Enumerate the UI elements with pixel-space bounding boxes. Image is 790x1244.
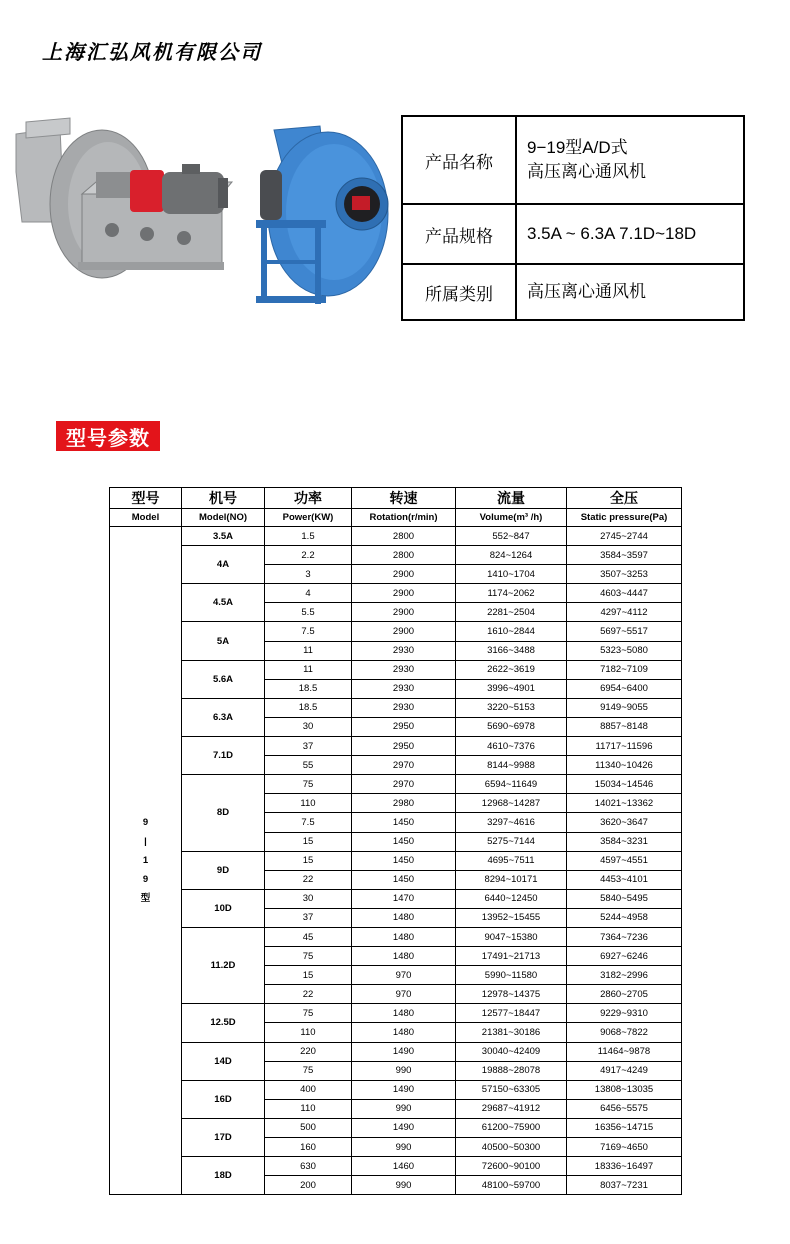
table-cell: 1480 xyxy=(352,927,456,946)
table-cell: 2950 xyxy=(352,717,456,736)
table-cell: 2900 xyxy=(352,584,456,603)
table-cell: 400 xyxy=(265,1080,352,1099)
table-cell: 75 xyxy=(265,1004,352,1023)
table-row xyxy=(110,775,682,794)
table-cell: 7.5 xyxy=(265,813,352,832)
info-value-line: 高压离心通风机 xyxy=(527,162,646,181)
model-no-cell: 3.5A xyxy=(182,527,265,546)
table-cell: 2930 xyxy=(352,641,456,660)
table-cell: 5275~7144 xyxy=(456,832,567,851)
model-no-cell: 10D xyxy=(182,889,265,927)
table-cell: 9229~9310 xyxy=(567,1004,682,1023)
table-cell: 824~1264 xyxy=(456,546,567,565)
table-cell: 45 xyxy=(265,927,352,946)
table-cell: 9149~9055 xyxy=(567,698,682,717)
table-cell: 15 xyxy=(265,966,352,985)
table-cell: 7364~7236 xyxy=(567,927,682,946)
table-cell: 110 xyxy=(265,1023,352,1042)
model-no-cell: 16D xyxy=(182,1080,265,1118)
table-cell: 12577~18447 xyxy=(456,1004,567,1023)
table-cell: 6954~6400 xyxy=(567,679,682,698)
table-cell: 1490 xyxy=(352,1118,456,1137)
table-row xyxy=(110,527,682,546)
table-cell: 5.5 xyxy=(265,603,352,622)
table-cell: 990 xyxy=(352,1099,456,1118)
table-cell: 11 xyxy=(265,660,352,679)
table-cell: 7.5 xyxy=(265,622,352,641)
table-cell: 200 xyxy=(265,1176,352,1195)
table-cell: 13808~13035 xyxy=(567,1080,682,1099)
table-cell: 6927~6246 xyxy=(567,947,682,966)
table-cell: 2930 xyxy=(352,660,456,679)
table-cell: 18.5 xyxy=(265,698,352,717)
table-cell: 5244~4958 xyxy=(567,908,682,927)
table-cell: 18336~16497 xyxy=(567,1157,682,1176)
blue-fan-image xyxy=(256,126,388,304)
table-cell: 630 xyxy=(265,1157,352,1176)
spec-table xyxy=(109,487,682,1195)
info-row-category xyxy=(403,265,743,319)
table-cell: 4 xyxy=(265,584,352,603)
product-info-box xyxy=(401,115,745,321)
table-cell: 1490 xyxy=(352,1042,456,1061)
table-cell: 19888~28078 xyxy=(456,1061,567,1080)
table-cell: 8037~7231 xyxy=(567,1176,682,1195)
table-cell: 6440~12450 xyxy=(456,889,567,908)
table-cell: 990 xyxy=(352,1176,456,1195)
table-cell: 5323~5080 xyxy=(567,641,682,660)
table-cell: 4597~4551 xyxy=(567,851,682,870)
table-cell: 1450 xyxy=(352,851,456,870)
table-cell: 6456~5575 xyxy=(567,1099,682,1118)
table-cell: 552~847 xyxy=(456,527,567,546)
table-cell: 1450 xyxy=(352,870,456,889)
table-cell: 8144~9988 xyxy=(456,756,567,775)
model-no-cell: 17D xyxy=(182,1118,265,1156)
table-cell: 11464~9878 xyxy=(567,1042,682,1061)
column-header-en: Rotation(r/min) xyxy=(352,509,456,527)
table-cell: 8294~10171 xyxy=(456,870,567,889)
column-header: 全压 xyxy=(567,488,682,509)
table-cell: 1174~2062 xyxy=(456,584,567,603)
table-cell: 1450 xyxy=(352,813,456,832)
model-no-cell: 12.5D xyxy=(182,1004,265,1042)
table-cell: 9047~15380 xyxy=(456,927,567,946)
model-no-cell: 11.2D xyxy=(182,927,265,1003)
info-row-spec xyxy=(403,205,743,265)
column-header: 转速 xyxy=(352,488,456,509)
table-cell: 75 xyxy=(265,947,352,966)
table-cell: 12968~14287 xyxy=(456,794,567,813)
column-header: 流量 xyxy=(456,488,567,509)
table-row xyxy=(110,889,682,908)
column-header-en: Volume(m³ /h) xyxy=(456,509,567,527)
table-cell: 5690~6978 xyxy=(456,717,567,736)
model-no-cell: 6.3A xyxy=(182,698,265,736)
company-name: 上海汇弘风机有限公司 xyxy=(42,40,262,64)
table-cell: 3996~4901 xyxy=(456,679,567,698)
table-cell: 2900 xyxy=(352,622,456,641)
table-row xyxy=(110,927,682,946)
table-row xyxy=(110,1004,682,1023)
series-cell: 9 | 1 9 型 xyxy=(110,527,182,1195)
table-cell: 3 xyxy=(265,565,352,584)
table-cell: 990 xyxy=(352,1138,456,1157)
table-cell: 2860~2705 xyxy=(567,985,682,1004)
table-row xyxy=(110,584,682,603)
table-cell: 3220~5153 xyxy=(456,698,567,717)
table-cell: 990 xyxy=(352,1061,456,1080)
table-cell: 1480 xyxy=(352,908,456,927)
table-cell: 4603~4447 xyxy=(567,584,682,603)
table-cell: 30 xyxy=(265,889,352,908)
table-cell: 4453~4101 xyxy=(567,870,682,889)
table-cell: 1610~2844 xyxy=(456,622,567,641)
info-value-line: 9−19型A/D式 xyxy=(527,138,628,157)
table-cell: 2745~2744 xyxy=(567,527,682,546)
info-value xyxy=(517,117,743,203)
table-cell: 5990~11580 xyxy=(456,966,567,985)
table-cell: 3584~3597 xyxy=(567,546,682,565)
table-cell: 3166~3488 xyxy=(456,641,567,660)
column-header: 机号 xyxy=(182,488,265,509)
table-cell: 15034~14546 xyxy=(567,775,682,794)
table-row xyxy=(110,1042,682,1061)
model-no-cell: 14D xyxy=(182,1042,265,1080)
table-cell: 30 xyxy=(265,717,352,736)
table-cell: 2281~2504 xyxy=(456,603,567,622)
table-cell: 2800 xyxy=(352,546,456,565)
table-cell: 21381~30186 xyxy=(456,1023,567,1042)
table-cell: 22 xyxy=(265,985,352,1004)
table-cell: 37 xyxy=(265,737,352,756)
table-cell: 1490 xyxy=(352,1080,456,1099)
table-cell: 1470 xyxy=(352,889,456,908)
table-cell: 7182~7109 xyxy=(567,660,682,679)
table-cell: 5697~5517 xyxy=(567,622,682,641)
model-no-cell: 9D xyxy=(182,851,265,889)
table-cell: 7169~4650 xyxy=(567,1138,682,1157)
table-cell: 15 xyxy=(265,832,352,851)
table-cell: 1480 xyxy=(352,947,456,966)
table-cell: 2970 xyxy=(352,775,456,794)
table-cell: 970 xyxy=(352,966,456,985)
table-cell: 72600~90100 xyxy=(456,1157,567,1176)
model-no-cell: 8D xyxy=(182,775,265,851)
table-cell: 18.5 xyxy=(265,679,352,698)
table-row xyxy=(110,1118,682,1137)
info-label: 产品名称 xyxy=(403,117,517,203)
column-header-en: Static pressure(Pa) xyxy=(567,509,682,527)
column-header: 功率 xyxy=(265,488,352,509)
table-cell: 57150~63305 xyxy=(456,1080,567,1099)
table-cell: 37 xyxy=(265,908,352,927)
table-cell: 970 xyxy=(352,985,456,1004)
table-cell: 22 xyxy=(265,870,352,889)
table-cell: 2800 xyxy=(352,527,456,546)
table-cell: 3620~3647 xyxy=(567,813,682,832)
table-cell: 48100~59700 xyxy=(456,1176,567,1195)
table-cell: 1480 xyxy=(352,1023,456,1042)
table-cell: 2930 xyxy=(352,679,456,698)
product-photos xyxy=(12,112,392,312)
table-cell: 3584~3231 xyxy=(567,832,682,851)
table-cell: 55 xyxy=(265,756,352,775)
model-no-cell: 18D xyxy=(182,1157,265,1195)
column-header: 型号 xyxy=(110,488,182,509)
table-row xyxy=(110,546,682,565)
table-cell: 2.2 xyxy=(265,546,352,565)
table-cell: 12978~14375 xyxy=(456,985,567,1004)
table-cell: 2900 xyxy=(352,603,456,622)
table-row xyxy=(110,622,682,641)
table-cell: 75 xyxy=(265,775,352,794)
info-value-line: 高压离心通风机 xyxy=(527,282,646,301)
table-cell: 4695~7511 xyxy=(456,851,567,870)
grey-fan-image xyxy=(16,118,232,278)
header-row-en xyxy=(110,509,682,527)
info-label: 所属类别 xyxy=(403,265,517,319)
table-cell: 1460 xyxy=(352,1157,456,1176)
table-cell: 15 xyxy=(265,851,352,870)
table-cell: 16356~14715 xyxy=(567,1118,682,1137)
table-cell: 17491~21713 xyxy=(456,947,567,966)
table-cell: 2980 xyxy=(352,794,456,813)
table-cell: 13952~15455 xyxy=(456,908,567,927)
table-cell: 4610~7376 xyxy=(456,737,567,756)
table-cell: 1410~1704 xyxy=(456,565,567,584)
model-no-cell: 7.1D xyxy=(182,737,265,775)
section-title: 型号参数 xyxy=(56,421,160,451)
info-value xyxy=(517,265,743,319)
table-cell: 11 xyxy=(265,641,352,660)
table-cell: 1.5 xyxy=(265,527,352,546)
table-cell: 75 xyxy=(265,1061,352,1080)
table-row xyxy=(110,737,682,756)
table-cell: 29687~41912 xyxy=(456,1099,567,1118)
table-cell: 9068~7822 xyxy=(567,1023,682,1042)
table-cell: 61200~75900 xyxy=(456,1118,567,1137)
table-cell: 11340~10426 xyxy=(567,756,682,775)
table-cell: 110 xyxy=(265,1099,352,1118)
column-header-en: Power(KW) xyxy=(265,509,352,527)
table-cell: 40500~50300 xyxy=(456,1138,567,1157)
table-cell: 160 xyxy=(265,1138,352,1157)
table-cell: 30040~42409 xyxy=(456,1042,567,1061)
table-cell: 1450 xyxy=(352,832,456,851)
table-cell: 1480 xyxy=(352,1004,456,1023)
table-cell: 2900 xyxy=(352,565,456,584)
table-cell: 11717~11596 xyxy=(567,737,682,756)
header-row-cn xyxy=(110,488,682,509)
table-row xyxy=(110,1080,682,1099)
table-cell: 4297~4112 xyxy=(567,603,682,622)
model-no-cell: 5.6A xyxy=(182,660,265,698)
table-cell: 2950 xyxy=(352,737,456,756)
table-cell: 110 xyxy=(265,794,352,813)
table-cell: 3297~4616 xyxy=(456,813,567,832)
info-row-name xyxy=(403,117,743,205)
table-row xyxy=(110,660,682,679)
table-cell: 2622~3619 xyxy=(456,660,567,679)
table-row xyxy=(110,1157,682,1176)
table-cell: 2970 xyxy=(352,756,456,775)
column-header-en: Model xyxy=(110,509,182,527)
table-row xyxy=(110,698,682,717)
table-cell: 5840~5495 xyxy=(567,889,682,908)
info-label: 产品规格 xyxy=(403,205,517,263)
model-no-cell: 4.5A xyxy=(182,584,265,622)
model-no-cell: 5A xyxy=(182,622,265,660)
table-row xyxy=(110,851,682,870)
table-cell: 3182~2996 xyxy=(567,966,682,985)
model-no-cell: 4A xyxy=(182,546,265,584)
table-cell: 220 xyxy=(265,1042,352,1061)
table-cell: 3507~3253 xyxy=(567,565,682,584)
column-header-en: Model(NO) xyxy=(182,509,265,527)
table-cell: 500 xyxy=(265,1118,352,1137)
table-cell: 14021~13362 xyxy=(567,794,682,813)
table-cell: 2930 xyxy=(352,698,456,717)
table-cell: 4917~4249 xyxy=(567,1061,682,1080)
info-value xyxy=(517,205,743,263)
info-value-line: 3.5A ~ 6.3A 7.1D~18D xyxy=(527,224,697,243)
table-cell: 6594~11649 xyxy=(456,775,567,794)
table-cell: 8857~8148 xyxy=(567,717,682,736)
